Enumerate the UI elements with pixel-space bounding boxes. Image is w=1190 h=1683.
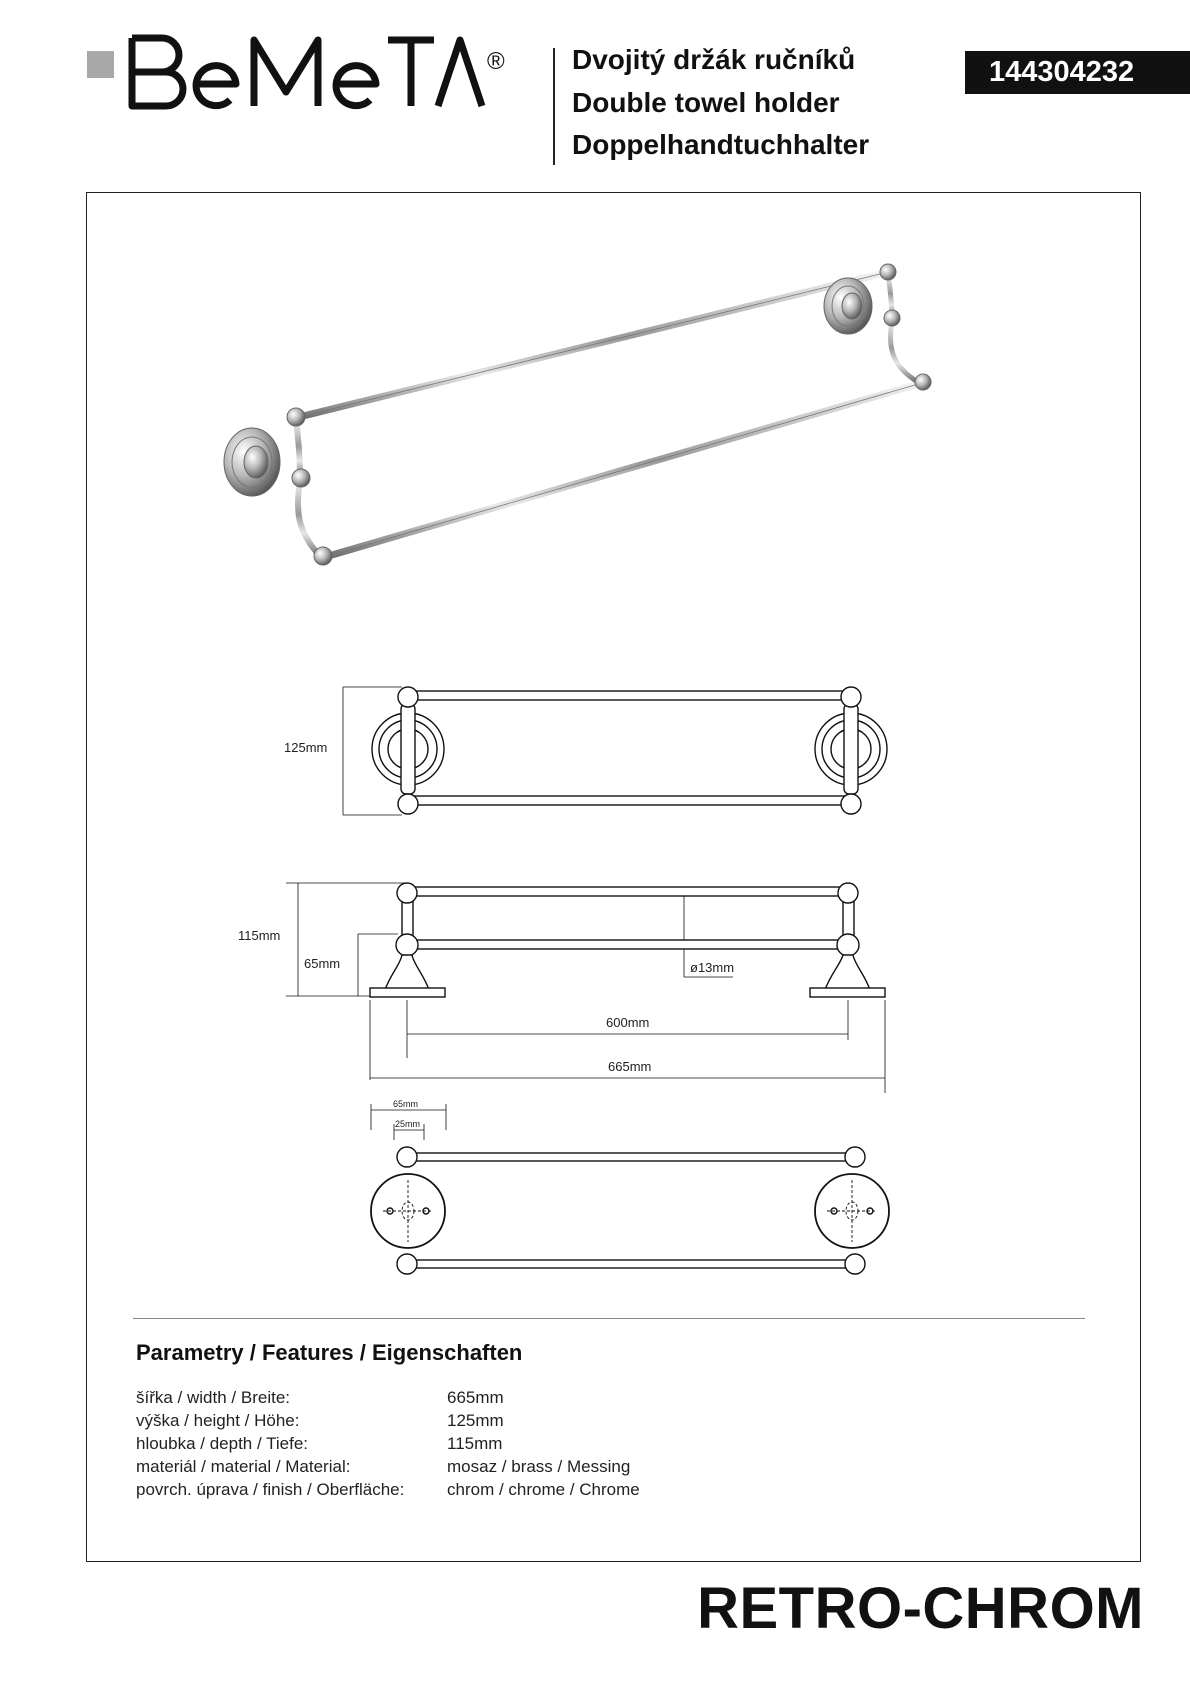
spec-label-width: šířka / width / Breite: [136,1388,290,1407]
spec-value-width: 665mm [447,1388,504,1407]
dim-side-lower-depth: 65mm [304,956,341,971]
spec-value-height: 125mm [447,1411,504,1430]
registered-mark: ® [487,48,505,75]
dim-mount-offset-outer: 65mm [393,1099,419,1109]
series-name: RETRO-CHROM [697,1576,1144,1641]
features-divider [133,1318,1085,1319]
features-title: Parametry / Features / Eigenschaften [136,1340,523,1365]
spec-label-height: výška / height / Höhe: [136,1411,300,1430]
front-view-drawing [343,687,887,815]
side-view-drawing [286,883,885,1093]
spec-value-finish: chrom / chrome / Chrome [447,1480,640,1499]
mounting-view-drawing [371,1104,889,1274]
product-photo [224,264,931,565]
dim-total-width: 665mm [608,1059,652,1074]
spec-label-depth: hloubka / depth / Tiefe: [136,1434,309,1453]
spec-label-material: materiál / material / Material: [136,1457,351,1476]
product-code-badge: 144304232 [965,51,1190,94]
dim-rod-diameter: ø13mm [690,960,735,975]
dim-front-height: 125mm [284,740,328,755]
dim-rod-length: 600mm [606,1015,650,1030]
title-czech: Dvojitý držák ručníků [572,44,856,75]
spec-value-depth: 115mm [447,1434,503,1453]
title-german: Doppelhandtuchhalter [572,129,870,160]
spec-value-material: mosaz / brass / Messing [447,1457,631,1476]
spec-label-finish: povrch. úprava / finish / Oberfläche: [136,1480,405,1499]
title-english: Double towel holder [572,87,840,118]
dim-side-depth: 115mm [238,928,281,943]
dim-mount-offset-inner: 25mm [395,1119,421,1129]
